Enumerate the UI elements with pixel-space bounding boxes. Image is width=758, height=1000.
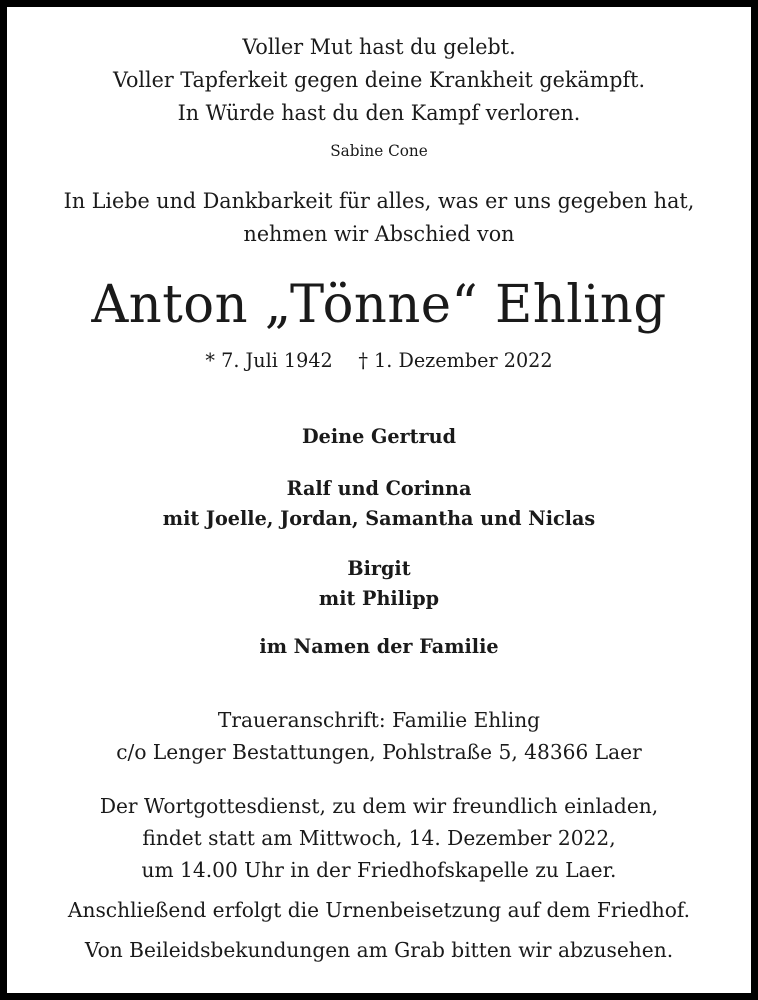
service-info-line: um 14.00 Uhr in der Friedhofskapelle zu Laer.: [141, 858, 617, 882]
mourner-family: Birgit: [347, 557, 411, 580]
service-info-line: findet statt am Mittwoch, 14. Dezember 2022,: [142, 826, 616, 850]
mourning-address-line: Traueranschrift: Familie Ehling: [217, 708, 541, 732]
mourner-family: Ralf und Corinna: [286, 477, 472, 500]
mourner-children: mit Joelle, Jordan, Samantha und Niclas: [162, 507, 596, 530]
poem-line: In Würde hast du den Kampf verloren.: [177, 101, 581, 125]
deceased-name: Anton „Tönne“ Ehling: [91, 275, 667, 335]
mourner-spouse: Deine Gertrud: [301, 425, 457, 448]
intro-line: In Liebe und Dankbarkeit für alles, was er uns gegeben hat,: [63, 189, 695, 213]
service-info-line: Der Wortgottesdienst, zu dem wir freundlich einladen,: [99, 794, 659, 818]
mourners-closing: im Namen der Familie: [259, 635, 499, 658]
burial-info: Anschließend erfolgt die Urnenbeisetzung auf dem Friedhof.: [67, 898, 691, 922]
death-date: † 1. Dezember 2022: [358, 349, 553, 372]
condolence-note: Von Beileidsbekundungen am Grab bitten wir abzusehen.: [84, 938, 674, 962]
mourning-address-line: c/o Lenger Bestattungen, Pohlstraße 5, 48366 Laer: [116, 740, 642, 764]
poem-author: Sabine Cone: [330, 142, 428, 160]
life-dates: [13, 349, 745, 372]
mourner-children: mit Philipp: [318, 587, 440, 610]
birth-date: * 7. Juli 1942: [205, 349, 333, 372]
poem-line: Voller Mut hast du gelebt.: [242, 35, 516, 59]
poem-line: Voller Tapferkeit gegen deine Krankheit gekämpft.: [112, 68, 646, 92]
intro-line: nehmen wir Abschied von: [243, 222, 515, 246]
